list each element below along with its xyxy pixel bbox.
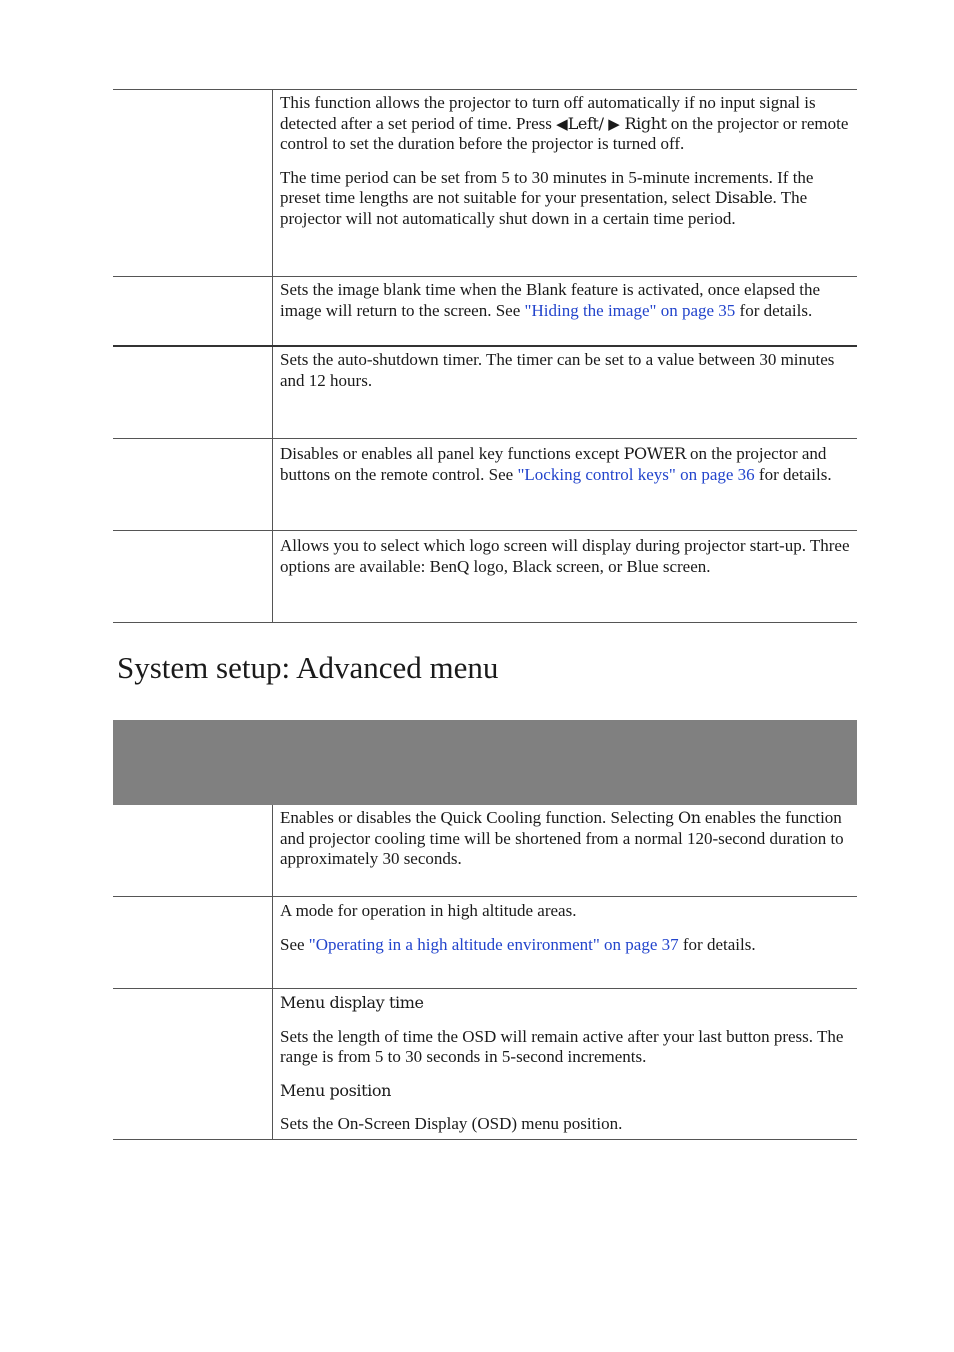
- row-description-cell: [273, 346, 858, 439]
- description-paragraph: The time period can be set from 5 to 30 minutes in 5-minute increments. If the preset time lengths are not suitable for your presentation, select Disable. The projector will not automatically shut down in a certain time period.: [280, 167, 814, 228]
- settings-table-advanced: [113, 720, 857, 1140]
- description-paragraph: Sets the image blank time when the Blank feature is activated, once elapsed the image will return to the screen. See "Hiding the image" on page 35 for details.: [280, 280, 821, 320]
- description-paragraph: See "Operating in a high altitude environment" on page 37 for details.: [280, 934, 756, 954]
- description-paragraph: Sets the auto-shutdown timer. The timer can be set to a value between 30 minutes and 12 hours.: [280, 350, 835, 390]
- table-row-sleep-timer: [113, 346, 857, 439]
- keyword-left: Left: [567, 113, 599, 133]
- description-paragraph: Allows you to select which logo screen will display during projector start-up. Three options are available: BenQ logo, Black screen, or Blue screen.: [280, 536, 850, 576]
- row-label-cell: [113, 346, 273, 439]
- table-row-menu-settings: [113, 989, 857, 1140]
- settings-table-basic: [113, 89, 857, 623]
- description-paragraph: A mode for operation in high altitude areas.: [280, 901, 577, 920]
- table-row-blank-timer: [113, 277, 857, 347]
- row-description-cell: [273, 805, 858, 897]
- link-high-altitude-environment[interactable]: "Operating in a high altitude environment" on page 37: [308, 934, 679, 954]
- row-description-cell: [273, 277, 858, 347]
- subheading-menu-position: Menu position: [280, 1080, 392, 1100]
- row-label-cell: [113, 439, 273, 531]
- description-paragraph: This function allows the projector to turn off automatically if no input signal is detected after a set period of time. Press ◀Left/ ▶ Right on the projector or remote control to set the duration before the projector is turned off.: [280, 93, 849, 153]
- subheading-menu-display-time: Menu display time: [280, 993, 424, 1012]
- keyword-right: Right: [619, 113, 667, 133]
- row-description-cell: [273, 439, 858, 531]
- row-description-cell: [273, 989, 858, 1140]
- row-label-cell: [113, 277, 273, 347]
- row-label-cell: [113, 805, 273, 897]
- row-description-cell: [273, 90, 858, 277]
- table-row-splash-screen: [113, 531, 857, 623]
- row-label-cell: [113, 989, 273, 1140]
- keyword-power: POWER: [623, 444, 686, 463]
- row-label-cell: [113, 531, 273, 623]
- header-cell-description: [273, 720, 858, 805]
- description-paragraph: Sets the On-Screen Display (OSD) menu position.: [280, 1114, 623, 1133]
- keyword-on: On: [678, 808, 701, 827]
- table-row-quick-cooling: [113, 805, 857, 897]
- section-title: System setup: Advanced menu: [117, 650, 499, 685]
- description-paragraph: Sets the length of time the OSD will remain active after your last button press. The range is from 5 to 30 seconds in 5-second increments.: [280, 1026, 844, 1066]
- keyword-disable: Disable: [714, 188, 773, 207]
- header-cell-function: [113, 720, 273, 805]
- link-locking-control-keys[interactable]: "Locking control keys" on page 36: [517, 464, 755, 484]
- row-label-cell: [113, 90, 273, 277]
- row-description-cell: [273, 897, 858, 989]
- table-row-panel-key-lock: [113, 439, 857, 531]
- description-paragraph: Disables or enables all panel key functions except POWER on the projector and buttons on the remote control. See "Locking control keys" on page 36 for details.: [280, 444, 832, 484]
- row-label-cell: [113, 897, 273, 989]
- link-hiding-the-image[interactable]: "Hiding the image" on page 35: [524, 300, 736, 320]
- left-arrow-icon: ◀: [556, 114, 568, 133]
- row-description-cell: [273, 531, 858, 623]
- table-row-auto-power-off: [113, 90, 857, 277]
- description-paragraph: Enables or disables the Quick Cooling function. Selecting On enables the function and projector cooling time will be shortened from a normal 120-second duration to approximately 30 seconds.: [280, 808, 844, 868]
- right-arrow-icon: ▶: [608, 114, 620, 133]
- table-row-high-altitude-mode: [113, 897, 857, 989]
- table-header-row: [113, 720, 857, 805]
